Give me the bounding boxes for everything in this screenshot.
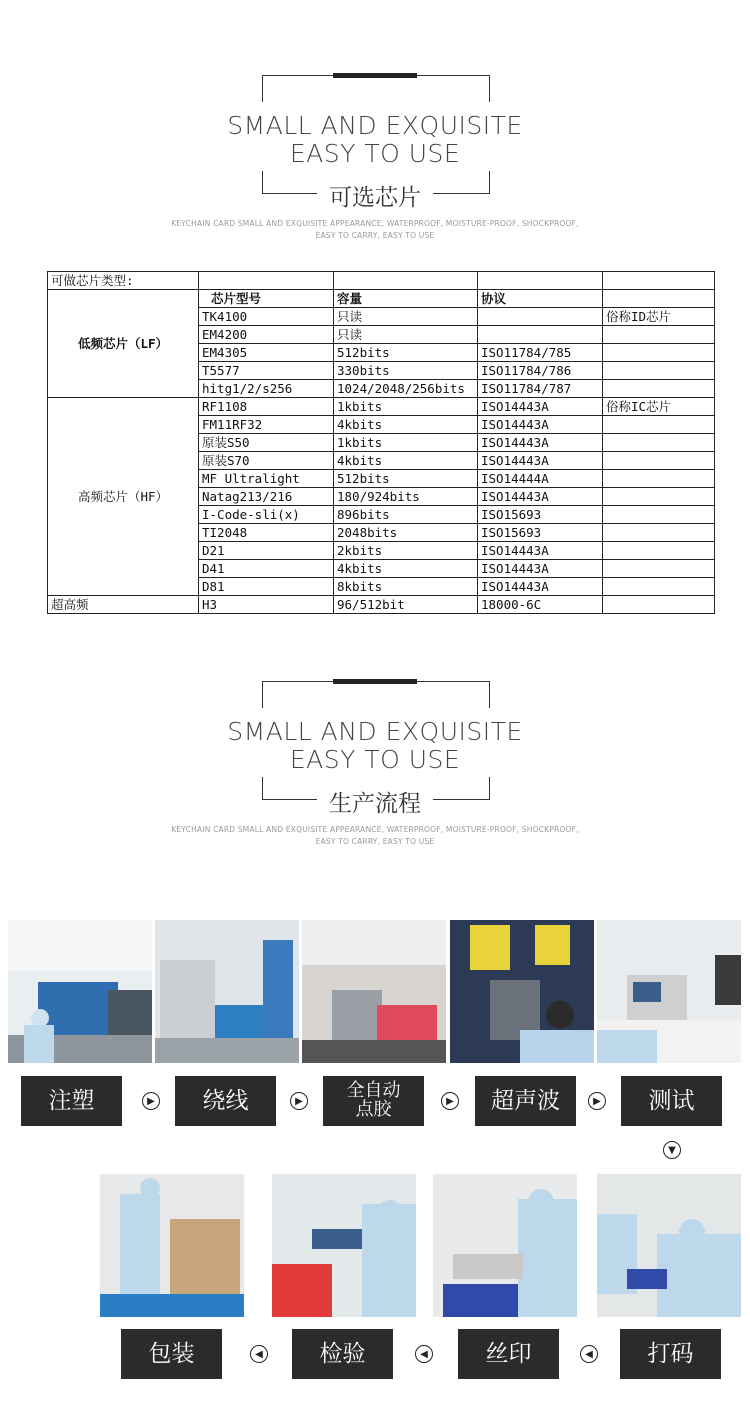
table-cell: ISO11784/786	[478, 362, 603, 380]
table-cell: D41	[199, 560, 334, 578]
step-auto-dispensing-line1: 全自动	[346, 1080, 401, 1102]
photo-packaging	[100, 1174, 244, 1317]
table-cell: ISO14443A	[478, 434, 603, 452]
table-cell	[603, 560, 715, 578]
table-cell: ISO11784/787	[478, 380, 603, 398]
table-row	[48, 272, 715, 290]
table-cell	[603, 434, 715, 452]
photo-testing	[597, 920, 741, 1063]
table-cell: ISO15693	[478, 524, 603, 542]
photo-silk-screen	[433, 1174, 577, 1317]
header-subtitle-line2: EASY TO CARRY, EASY TO USE	[315, 837, 435, 846]
table-cell: ISO14443A	[478, 578, 603, 596]
table-cell: ISO14443A	[478, 542, 603, 560]
section-header-chips	[0, 75, 750, 255]
table-cell: D21	[199, 542, 334, 560]
arrow-down-icon: ▼	[663, 1141, 681, 1159]
table-cell	[603, 524, 715, 542]
table-cell: 只读	[334, 308, 478, 326]
table-cell: 18000-6C	[478, 596, 603, 614]
table-group-label: 高频芯片（HF）	[48, 398, 199, 596]
header-english-line1: SMALL AND EXQUISITE	[227, 717, 523, 746]
table-cell	[478, 308, 603, 326]
table-cell: ISO11784/785	[478, 344, 603, 362]
table-cell: 4kbits	[334, 416, 478, 434]
table-cell: RF1108	[199, 398, 334, 416]
table-cell: D81	[199, 578, 334, 596]
header-accent-bar	[333, 679, 417, 684]
table-cell	[603, 380, 715, 398]
step-coding-button[interactable]: 打码	[620, 1329, 721, 1379]
arrow-left-icon: ◀	[250, 1345, 268, 1363]
arrow-right-icon: ▶	[441, 1092, 459, 1110]
table-cell: ISO14443A	[478, 452, 603, 470]
table-cell: T5577	[199, 362, 334, 380]
table-cell: 2kbits	[334, 542, 478, 560]
arrow-right-icon: ▶	[290, 1092, 308, 1110]
photo-ultrasonic	[450, 920, 594, 1063]
table-header-cell: 芯片型号	[199, 290, 334, 308]
header-accent-bar	[333, 73, 417, 78]
arrow-left-icon: ◀	[415, 1345, 433, 1363]
step-inspection-button[interactable]: 检验	[292, 1329, 393, 1379]
table-cell: 180/924bits	[334, 488, 478, 506]
table-cell: 896bits	[334, 506, 478, 524]
table-cell: FM11RF32	[199, 416, 334, 434]
table-cell: Natag213/216	[199, 488, 334, 506]
step-winding-button[interactable]: 绕线	[175, 1076, 276, 1126]
table-cell: 1024/2048/256bits	[334, 380, 478, 398]
table-cell: ISO14443A	[478, 398, 603, 416]
table-cell: 俗称IC芯片	[603, 398, 715, 416]
table-cell	[603, 416, 715, 434]
photo-inspection	[272, 1174, 416, 1317]
table-cell: hitg1/2/s256	[199, 380, 334, 398]
header-english-line2: EASY TO USE	[289, 745, 461, 774]
table-cell: 1kbits	[334, 434, 478, 452]
table-cell: 俗称ID芯片	[603, 308, 715, 326]
table-cell: 330bits	[334, 362, 478, 380]
table-cell: H3	[199, 596, 334, 614]
photo-injection-molding	[8, 920, 152, 1063]
table-cell: 4kbits	[334, 560, 478, 578]
header-english-line1: SMALL AND EXQUISITE	[227, 111, 523, 140]
table-cell: ISO14443A	[478, 560, 603, 578]
step-auto-dispensing-button[interactable]	[323, 1076, 424, 1126]
table-cell	[603, 578, 715, 596]
header-chinese-title: 生产流程	[317, 791, 433, 817]
table-cell: ISO14444A	[478, 470, 603, 488]
table-cell	[603, 488, 715, 506]
header-frame-top	[262, 681, 490, 708]
table-cell	[603, 506, 715, 524]
step-auto-dispensing-line2: 点胶	[355, 1099, 392, 1120]
table-cell: I-Code-sli(x)	[199, 506, 334, 524]
table-row	[48, 398, 715, 416]
table-cell: ISO15693	[478, 506, 603, 524]
table-cell	[603, 452, 715, 470]
arrow-right-icon: ▶	[142, 1092, 160, 1110]
step-packaging-button[interactable]: 包装	[121, 1329, 222, 1379]
table-caption: 可做芯片类型:	[48, 272, 199, 290]
table-header-cell: 协议	[478, 290, 603, 308]
table-group-label: 超高频	[48, 596, 199, 614]
table-header-cell: 容量	[334, 290, 478, 308]
table-cell: 96/512bit	[334, 596, 478, 614]
table-cell: 原装S70	[199, 452, 334, 470]
table-cell	[603, 542, 715, 560]
table-row	[48, 596, 715, 614]
photo-winding	[155, 920, 299, 1063]
photo-coding	[597, 1174, 741, 1317]
table-cell	[603, 344, 715, 362]
table-cell: 512bits	[334, 470, 478, 488]
step-testing-button[interactable]: 测试	[621, 1076, 722, 1126]
table-cell: ISO14443A	[478, 488, 603, 506]
header-english-line2: EASY TO USE	[289, 139, 461, 168]
table-cell: ISO14443A	[478, 416, 603, 434]
table-cell: EM4305	[199, 344, 334, 362]
table-cell: 2048bits	[334, 524, 478, 542]
table-cell: 512bits	[334, 344, 478, 362]
arrow-right-icon: ▶	[588, 1092, 606, 1110]
table-cell	[478, 326, 603, 344]
arrow-left-icon: ◀	[580, 1345, 598, 1363]
table-cell: EM4200	[199, 326, 334, 344]
table-cell	[603, 470, 715, 488]
header-subtitle-line1: KEYCHAIN CARD SMALL AND EXQUISITE APPEARANCE, WATERPROOF, MOISTURE-PROOF, SHOCKPROOF,	[171, 825, 579, 834]
table-cell: 1kbits	[334, 398, 478, 416]
table-header-row	[48, 290, 715, 308]
step-injection-molding-button[interactable]: 注塑	[21, 1076, 122, 1126]
table-cell: TI2048	[199, 524, 334, 542]
step-ultrasonic-button[interactable]: 超声波	[475, 1076, 576, 1126]
table-group-label: 低频芯片（LF）	[48, 290, 199, 398]
table-cell	[603, 362, 715, 380]
chip-table	[47, 271, 715, 614]
photo-dispensing	[302, 920, 446, 1063]
table-cell: MF Ultralight	[199, 470, 334, 488]
table-cell: TK4100	[199, 308, 334, 326]
section-header-process	[0, 681, 750, 861]
table-cell: 原装S50	[199, 434, 334, 452]
step-silk-screen-button[interactable]: 丝印	[458, 1329, 559, 1379]
header-subtitle-line1: KEYCHAIN CARD SMALL AND EXQUISITE APPEARANCE, WATERPROOF, MOISTURE-PROOF, SHOCKPROOF,	[171, 219, 579, 228]
header-chinese-title: 可选芯片	[317, 185, 433, 211]
table-cell: 4kbits	[334, 452, 478, 470]
header-subtitle-line2: EASY TO CARRY, EASY TO USE	[315, 231, 435, 240]
table-cell: 只读	[334, 326, 478, 344]
header-frame-top	[262, 75, 490, 102]
table-cell: 8kbits	[334, 578, 478, 596]
table-cell	[603, 326, 715, 344]
table-cell	[603, 596, 715, 614]
